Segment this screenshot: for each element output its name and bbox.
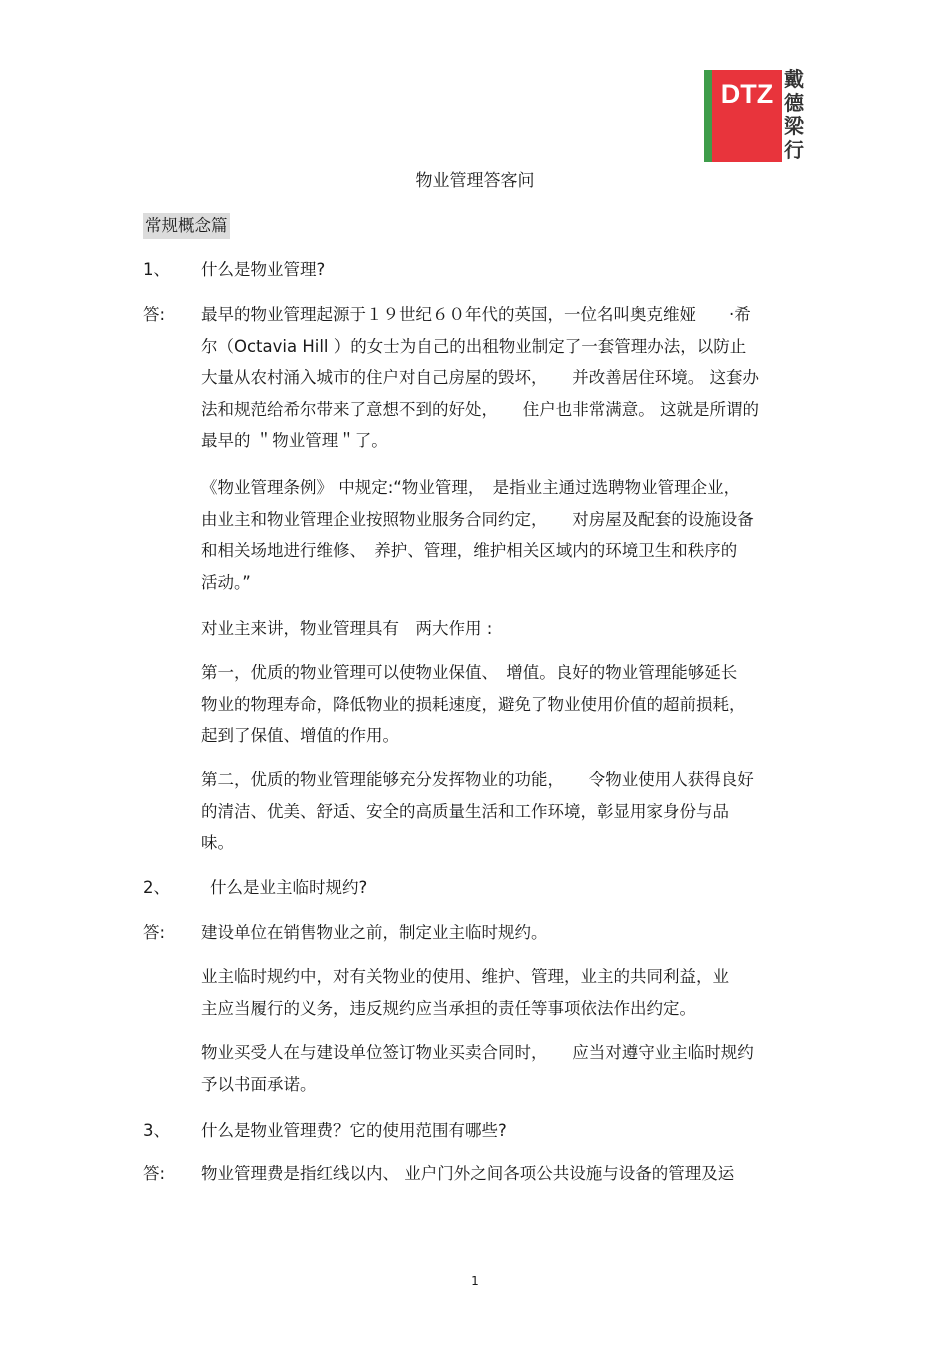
paragraph-line: 大量从农村涌入城市的住户对自己房屋的毁坏， 并改善居住环境。 这套办 [201,368,759,387]
paragraph-line: 物业的物理寿命，降低物业的损耗速度，避免了物业使用价值的超前损耗， [201,694,746,714]
paragraph-line: 的清洁、优美、舒适、安全的高质量生活和工作环境，彰显用家身份与品 [201,801,729,821]
paragraph-line: 予以书面承诺。 [201,1074,317,1094]
paragraph-line: 对业主来讲，物业管理具有 两大作用 : [201,619,493,638]
question-text: 什么是物业管理? [201,260,326,279]
question-text: 什么是业主临时规约? [210,878,368,897]
paragraph-line: 法和规范给希尔带来了意想不到的好处， 住户也非常满意。 这就是所谓的 [201,399,759,419]
paragraph-line: 尔（Octavia Hill ）的女士为自己的出租物业制定了一套管理办法，以防止 [201,336,747,356]
regulation-paragraph [201,472,813,598]
logo-char: 梁 [784,114,804,138]
roles-intro-paragraph [201,613,813,645]
first-role-paragraph [201,657,813,752]
bylaw-paragraph [201,961,813,1024]
paragraph-line: 最早的物业管理起源于１９世纪６０年代的英国，一位名叫奥克维娅 ·希 [201,305,751,324]
paragraph-line: 最早的 ＂物业管理＂了。 [201,431,388,450]
question-number: 3、 [143,1121,170,1140]
answer-text: 物业管理费是指红线以内、 业户门外之间各项公共设施与设备的管理及运 [201,1164,735,1183]
paragraph-line: 第二，优质的物业管理能够充分发挥物业的功能， 令物业使用人获得良好 [201,770,754,789]
paragraph-line: 第一，优质的物业管理可以使物业保值、 增值。良好的物业管理能够延长 [201,663,738,682]
paragraph-line: 由业主和物业管理企业按照物业服务合同约定， 对房屋及配套的设施设备 [201,509,754,529]
logo-char: 戴 [784,67,804,91]
logo-brand-text: DTZ [720,79,774,109]
second-role-paragraph [201,764,813,859]
page-number: 1 [471,1274,479,1288]
paragraph-line: 《物业管理条例》 中规定:“物业管理， 是指业主通过选聘物业管理企业， [201,478,741,497]
section-heading: 常规概念篇 [143,213,230,239]
answer-1-paragraph [201,299,813,457]
paragraph-line: 和相关场地进行维修、 养护、管理，维护相关区域内的环境卫生和秩序的 [201,541,738,560]
paragraph-line: 物业买受人在与建设单位签订物业买卖合同时， 应当对遵守业主临时规约 [201,1043,754,1062]
dtz-logo [704,67,804,164]
logo-char: 德 [784,90,804,115]
paragraph-line: 起到了保值、增值的作用。 [201,726,399,745]
paragraph-line: 主应当履行的义务，违反规约应当承担的责任等事项依法作出约定。 [201,998,696,1018]
logo-chinese-name [784,68,808,162]
answer-text: 建设单位在销售物业之前，制定业主临时规约。 [201,923,548,942]
answer-label: 答: [143,1164,166,1183]
question-text: 什么是物业管理费？它的使用范围有哪些? [201,1121,507,1140]
buyer-commitment-paragraph [201,1037,813,1100]
logo-char: 行 [784,137,804,162]
question-number: 1、 [143,260,170,279]
answer-label: 答: [143,923,166,942]
answer-label: 答: [143,305,166,324]
paragraph-line: 业主临时规约中，对有关物业的使用、维护、管理，业主的共同利益，业 [201,967,729,986]
document-title: 物业管理答客问 [415,171,535,191]
paragraph-line: 活动。” [201,572,251,592]
logo-green-bar [704,70,712,162]
question-number: 2、 [143,878,170,897]
paragraph-line: 味。 [201,833,234,852]
